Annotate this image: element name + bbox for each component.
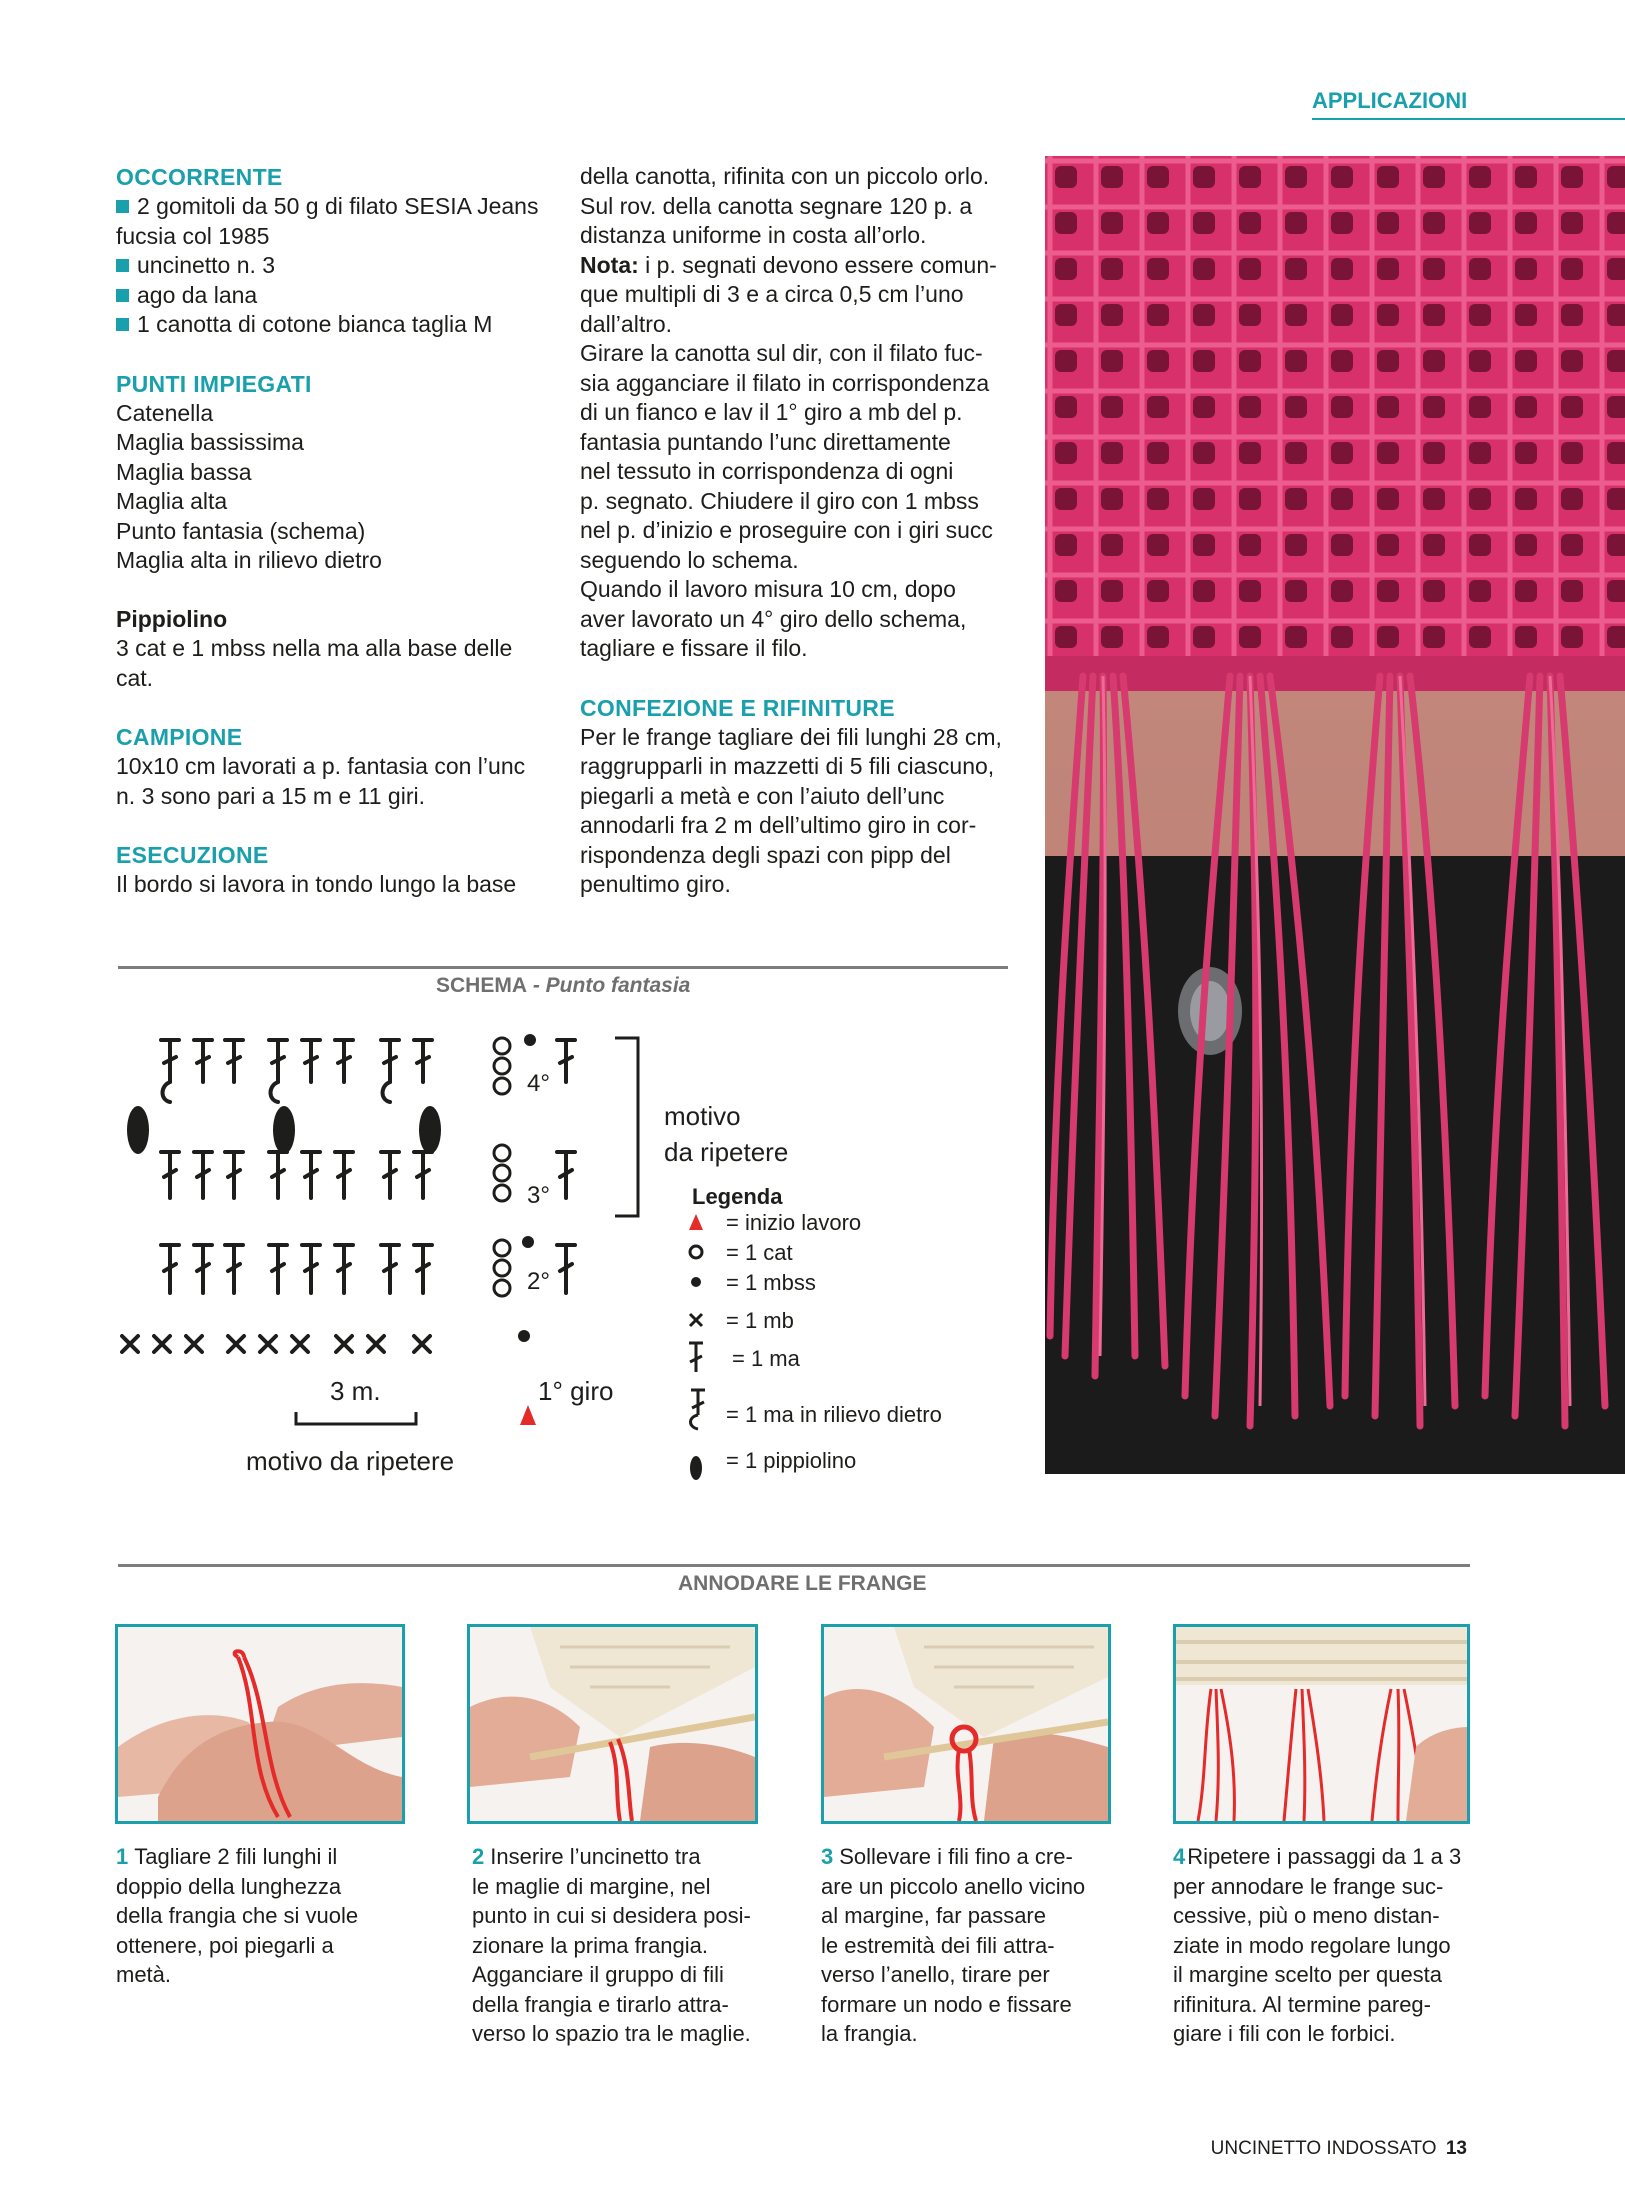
double-crochet-symbol <box>557 1152 575 1198</box>
text-line: nel tessuto in corrispondenza di ogni <box>580 458 954 484</box>
caption-line: della frangia che si vuole <box>116 1903 359 1928</box>
double-crochet-symbol <box>414 1152 432 1198</box>
text-line: seguendo lo schema. <box>580 546 799 573</box>
list-item: fucsia col 1985 <box>116 222 270 249</box>
caption-line: formare un nodo e fissare <box>821 1991 1072 2017</box>
caption-line: per annodare le frange suc- <box>1173 1873 1444 1899</box>
caption-line: il margine scelto per questa <box>1173 1962 1443 1987</box>
frange-rule <box>118 1564 1470 1567</box>
magazine-title: UNCINETTO INDOSSATO <box>1210 2138 1437 2159</box>
nota-line <box>580 251 1006 281</box>
legend-item: = 1 mb <box>726 1308 794 1333</box>
step-photo-4 <box>1173 1624 1470 1824</box>
double-crochet-symbol <box>225 1245 243 1293</box>
single-crochet-symbol <box>154 1336 170 1352</box>
caption-line: la frangia. <box>821 2021 918 2046</box>
campione-title: CAMPIONE <box>116 724 243 750</box>
double-crochet-symbol <box>302 1245 320 1293</box>
text-line: raggrupparli in mazzetti di 5 fili ciascuno, <box>580 753 995 779</box>
caption-line: punto in cui si desidera posi- <box>472 1903 751 1928</box>
hands-yarn-image <box>118 1627 402 1821</box>
double-crochet-symbol <box>161 1040 179 1082</box>
row-label-4: 4° <box>527 1070 550 1097</box>
caption-line: verso l’anello, tirare per <box>821 1962 1050 1987</box>
text-line: Girare la canotta sul dir, con il filato fuc- <box>580 340 983 366</box>
legend-title: Legenda <box>692 1184 783 1209</box>
legend-item: = 1 mbss <box>726 1270 816 1295</box>
double-crochet-symbol <box>557 1245 575 1293</box>
caption-line: ziate in modo regolare lungo <box>1173 1932 1451 1958</box>
double-crochet-symbol <box>381 1152 399 1198</box>
schema-rule <box>118 966 1008 969</box>
count-label: 3 m. <box>330 1376 381 1406</box>
double-crochet-symbol <box>302 1040 320 1082</box>
motif-vertical-label <box>664 1098 788 1170</box>
text-line: rispondenza degli spazi con pipp del <box>580 841 951 868</box>
caption-line: Agganciare il gruppo di fili <box>472 1962 724 1987</box>
text-line: Per le frange tagliare dei fili lunghi 28 cm, <box>580 723 1002 750</box>
text-line: tagliare e fissare il filo. <box>580 635 808 661</box>
text-line: piegarli a metà e con l’aiuto dell’unc <box>580 782 945 809</box>
step-caption-1 <box>116 1842 406 1990</box>
double-crochet-symbol <box>557 1040 575 1082</box>
bullet-icon <box>116 289 129 302</box>
text-line: Quando il lavoro misura 10 cm, dopo <box>580 576 956 602</box>
single-crochet-symbol <box>336 1336 352 1352</box>
list-item: uncinetto n. 3 <box>116 251 541 281</box>
double-crochet-symbol <box>269 1040 287 1082</box>
double-crochet-icon <box>689 1343 703 1372</box>
double-crochet-symbol <box>269 1152 287 1198</box>
bullet-icon <box>116 259 129 272</box>
row-label-2: 2° <box>527 1268 550 1295</box>
text-line: fantasia puntando l’unc direttamente <box>580 428 951 455</box>
step-number: 4 <box>1173 1844 1186 1869</box>
frange-title: ANNODARE LE FRANGE <box>678 1572 927 1595</box>
text-line: distanza uniforme in costa all’orlo. <box>580 222 927 248</box>
text-line: nel p. d’inizio e proseguire con i giri succ <box>580 517 993 543</box>
step-number: 2 <box>472 1844 485 1869</box>
caption-line: metà. <box>116 1962 172 1987</box>
slip-stitch-icon <box>691 1277 701 1287</box>
nota-label: Nota: <box>580 251 639 278</box>
single-crochet-symbol <box>260 1336 276 1352</box>
list-item: Catenella <box>116 399 214 426</box>
step-photo-1 <box>115 1624 405 1824</box>
double-crochet-symbol <box>161 1245 179 1293</box>
caption-line: doppio della lunghezza <box>116 1873 342 1899</box>
text-line: Sul rov. della canotta segnare 120 p. a <box>580 192 973 219</box>
legend <box>680 1184 1020 1484</box>
step-number: 1 <box>116 1844 129 1869</box>
single-crochet-symbol <box>186 1336 202 1352</box>
single-crochet-symbol <box>292 1336 308 1352</box>
pippiolino-title: Pippiolino <box>116 605 228 632</box>
caption-line: ottenere, poi piegarli a <box>116 1932 334 1958</box>
pippiolino-symbol <box>419 1106 441 1154</box>
picot-icon <box>690 1456 702 1480</box>
legend-item: = 1 ma in rilievo dietro <box>726 1402 942 1427</box>
chain-symbols <box>494 1038 510 1296</box>
caption-line: 2 Inserire l’uncinetto tra <box>472 1844 701 1869</box>
step-caption-2 <box>472 1842 762 2049</box>
text-line: da ripetere <box>664 1137 789 1167</box>
list-item: Maglia alta in rilievo dietro <box>116 547 382 573</box>
section-header: APPLICAZIONI <box>1312 88 1468 113</box>
step-number: 3 <box>821 1844 834 1869</box>
step-photo-3 <box>821 1624 1111 1824</box>
caption-line: della frangia e tirarlo attra- <box>472 1991 729 2017</box>
list-item: ago da lana <box>116 281 541 311</box>
step-caption-4 <box>1173 1842 1470 2049</box>
list-item: Maglia bassa <box>116 458 252 485</box>
middle-column <box>580 162 1006 900</box>
punti-list <box>116 399 541 576</box>
step-photo-2 <box>467 1624 758 1824</box>
count-bracket <box>296 1412 416 1424</box>
double-crochet-symbol <box>161 1152 179 1198</box>
caption-line: giare i fili con le forbici. <box>1173 2021 1396 2046</box>
crochet-hook-image <box>470 1627 755 1821</box>
motif-bracket <box>615 1038 638 1216</box>
occorrente-list <box>116 192 541 340</box>
legend-item: = 1 pippiolino <box>726 1448 857 1473</box>
text-line: dall’altro. <box>580 310 673 337</box>
page-footer <box>1211 2138 1467 2160</box>
page-number: 13 <box>1445 2138 1467 2159</box>
start-arrow-icon <box>689 1214 703 1230</box>
text-line: aver lavorato un 4° giro dello schema, <box>580 605 967 632</box>
double-crochet-symbol <box>194 1245 212 1293</box>
double-crochet-symbol <box>335 1152 353 1198</box>
text-line: 3 cat e 1 mbss nella ma alla base delle <box>116 635 513 661</box>
row-label-1: 1° giro <box>538 1376 614 1406</box>
schema-title <box>436 974 690 998</box>
single-crochet-symbol <box>122 1336 138 1352</box>
pippiolino-symbol <box>273 1106 295 1154</box>
confezione-title: CONFEZIONE E RIFINITURE <box>580 694 895 721</box>
list-item: 2 gomitoli da 50 g di filato SESIA Jeans <box>116 192 541 222</box>
esecuzione-title: ESECUZIONE <box>116 842 269 868</box>
text-line: Il bordo si lavora in tondo lungo la base <box>116 871 517 897</box>
step-caption-3 <box>821 1842 1111 2049</box>
caption-line: 3 Sollevare i fili fino a cre- <box>821 1844 1073 1869</box>
header-rule <box>1312 118 1625 120</box>
caption-line: rifinitura. Al termine pareg- <box>1173 1991 1431 2017</box>
back-post-symbol <box>271 1082 279 1102</box>
double-crochet-symbol <box>225 1152 243 1198</box>
double-crochet-symbol <box>302 1152 320 1198</box>
text-line: que multipli di 3 e a circa 0,5 cm l’uno <box>580 281 964 307</box>
schema-subtitle: - Punto fantasia <box>527 974 691 997</box>
back-post-symbol <box>383 1082 391 1102</box>
single-crochet-symbol <box>228 1336 244 1352</box>
text-line: n. 3 sono pari a 15 m e 11 giri. <box>116 782 425 809</box>
occorrente-title: OCCORRENTE <box>116 164 283 190</box>
row-label-3: 3° <box>527 1182 550 1209</box>
schema-title-text: SCHEMA <box>436 974 528 997</box>
legend-item: = 1 cat <box>726 1240 793 1265</box>
caption-line: 1 Tagliare 2 fili lunghi il <box>116 1844 338 1869</box>
double-crochet-symbol <box>335 1245 353 1293</box>
text-line: motivo <box>664 1101 741 1131</box>
punti-title: PUNTI IMPIEGATI <box>116 370 312 397</box>
legend-symbols <box>680 1210 710 1490</box>
caption-line: al margine, far passare <box>821 1903 1046 1928</box>
back-post-symbol <box>163 1082 171 1102</box>
campione-text <box>116 752 541 811</box>
left-column <box>116 162 541 900</box>
double-crochet-symbol <box>194 1152 212 1198</box>
caption-line: le estremità dei fili attra- <box>821 1932 1055 1958</box>
bullet-icon <box>116 200 129 213</box>
motif-horizontal-label: motivo da ripetere <box>246 1446 455 1476</box>
double-crochet-symbol <box>335 1040 353 1082</box>
legend-item: = 1 ma <box>732 1346 800 1371</box>
text-line: penultimo giro. <box>580 871 731 897</box>
double-crochet-symbol <box>414 1040 432 1082</box>
text-line: di un fianco e lav il 1° giro a mb del p. <box>580 399 963 425</box>
pippiolino-text <box>116 634 541 693</box>
caption-line: verso lo spazio tra le maglie. <box>472 2021 751 2046</box>
caption-line: cessive, più o meno distan- <box>1173 1903 1440 1928</box>
single-crochet-icon <box>690 1314 702 1326</box>
list-item: Maglia bassissima <box>116 429 304 455</box>
chain-icon <box>690 1246 702 1258</box>
double-crochet-symbol <box>225 1040 243 1082</box>
finished-fringe-image <box>1176 1627 1467 1821</box>
list-item: Maglia alta <box>116 488 228 514</box>
caption-line: le maglie di margine, nel <box>472 1873 711 1899</box>
single-crochet-symbol <box>368 1336 384 1352</box>
single-crochet-symbol <box>414 1336 430 1352</box>
caption-line: 4Ripetere i passaggi da 1 a 3 <box>1173 1844 1462 1869</box>
list-item: 1 canotta di cotone bianca taglia M <box>116 310 541 340</box>
text-line: p. segnato. Chiudere il giro con 1 mbss <box>580 487 979 514</box>
nota-text: i p. segnati devono essere comun- <box>638 251 997 278</box>
pippiolino-symbol <box>127 1106 149 1154</box>
double-crochet-symbol <box>194 1040 212 1082</box>
text-line: sia agganciare il filato in corrispondenza <box>580 369 990 396</box>
start-arrow-icon <box>520 1405 536 1425</box>
caption-line: zionare la prima frangia. <box>472 1932 709 1958</box>
double-crochet-symbol <box>381 1040 399 1082</box>
esecuzione-text <box>116 870 541 900</box>
text-line: 10x10 cm lavorati a p. fantasia con l’unc <box>116 753 526 779</box>
double-crochet-symbol <box>269 1245 287 1293</box>
text-line: cat. <box>116 664 154 691</box>
caption-line: are un piccolo anello vicino <box>821 1873 1086 1899</box>
double-crochet-symbol <box>381 1245 399 1293</box>
legend-item: = inizio lavoro <box>726 1210 862 1235</box>
bullet-icon <box>116 318 129 331</box>
double-crochet-symbol <box>414 1245 432 1293</box>
main-photo <box>1045 156 1625 1474</box>
crochet-fringe-photo <box>1045 156 1625 1474</box>
knot-loop-image <box>824 1627 1108 1821</box>
back-post-icon <box>691 1390 706 1429</box>
list-item: Punto fantasia (schema) <box>116 517 366 544</box>
text-line: della canotta, rifinita con un piccolo orlo. <box>580 163 990 189</box>
text-line: annodarli fra 2 m dell’ultimo giro in cor- <box>580 812 977 838</box>
